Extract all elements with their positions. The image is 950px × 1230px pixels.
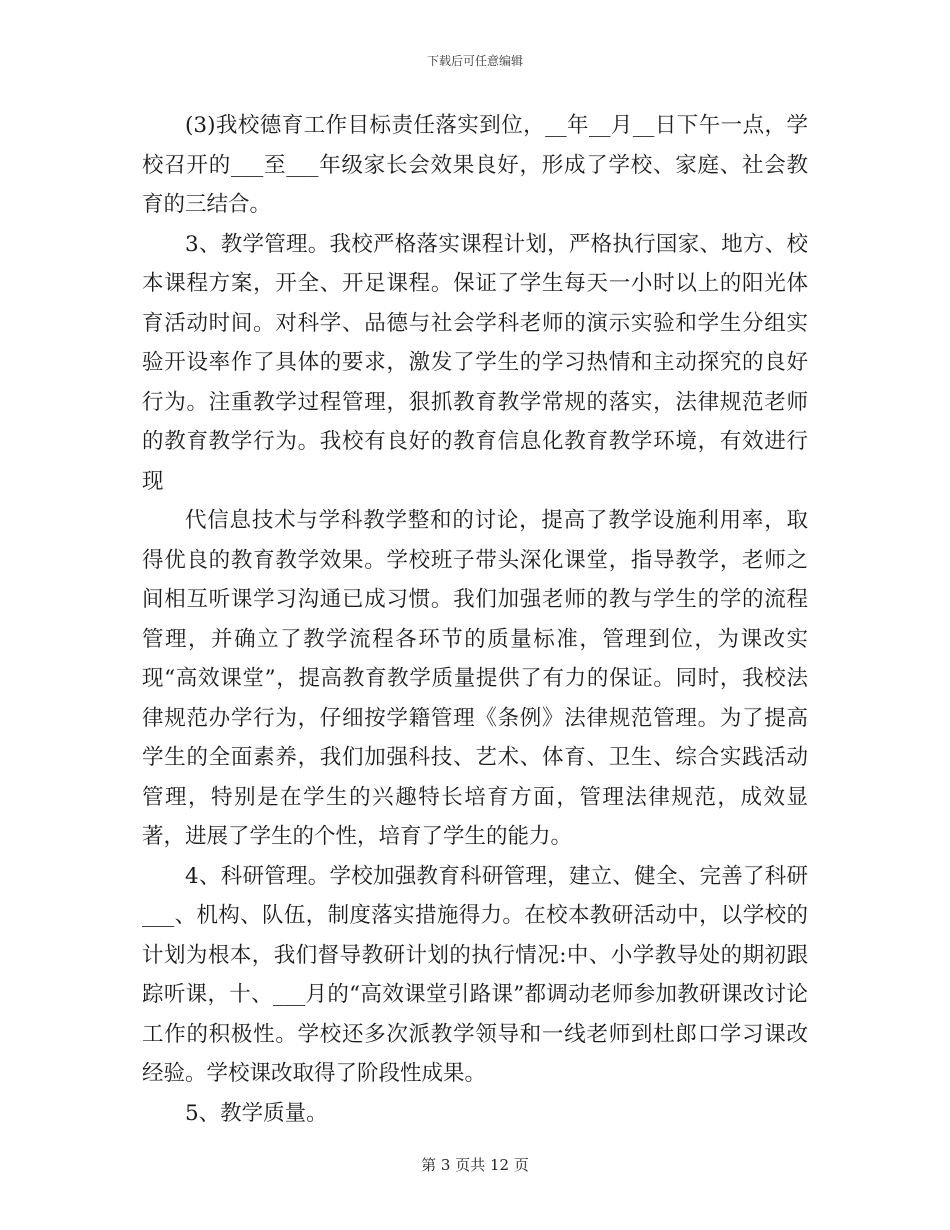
paragraph-teaching-management: 3、教学管理。我校严格落实课程计划，严格执行国家、地方、校本课程方案，开全、开足课程。保证了学生每天一小时以上的阳光体育活动时间。对科学、品德与社会学科老师的演示实验和学生分组实验开设率作了具体的要求，激发了学生的学习热情和主动探究的良好行为。注重教学过程管理，狠抓教育教学常规的落实，法律规范老师的教育教学行为。我校有良好的教育信息化教育教学环境，有效进行现 bbox=[142, 231, 808, 494]
paragraph-teaching-management-cont: 代信息技术与学科教学整和的讨论，提高了教学设施利用率，取得优良的教育教学效果。学校班子带头深化课堂，指导教学，老师之间相互听课学习沟通已成习惯。我们加强老师的教与学生的学的流程管理，并确立了教学流程各环节的质量标准，管理到位，为课改实现“高效课堂”，提高教育教学质量提供了有力的保证。同时，我校法律规范办学行为，仔细按学籍管理《条例》法律规范管理。为了提高学生的全面素养，我们加强科技、艺术、体育、卫生、综合实践活动管理，特别是在学生的兴趣特长培育方面，管理法律规范，成效显著，进展了学生的个性，培育了学生的能力。 bbox=[142, 508, 808, 849]
page-number: 第 3 页共 12 页 bbox=[421, 1156, 529, 1174]
document-body bbox=[142, 106, 808, 1133]
paragraph-research-management: 4、科研管理。学校加强教育科研管理，建立、健全、完善了科研___、机构、队伍，制度落实措施得力。在校本教研活动中，以学校的计划为根本，我们督导教研计划的执行情况:中、小学教导处的期初跟踪听课，十、___月的“高效课堂引路课”都调动老师参加教研课改讨论工作的积极性。学校还多次派教学领导和一线老师到杜郎口学习课改经验。学校课改取得了阶段性成果。 bbox=[142, 863, 808, 1086]
page-header: 下载后可任意编辑 bbox=[426, 54, 523, 68]
paragraph-teaching-quality: 5、教学质量。 bbox=[185, 1100, 328, 1126]
paragraph-moral-education: (3)我校德育工作目标责任落实到位，__年__月__日下午一点，学校召开的___至___年级家长会效果良好，形成了学校、家庭、社会教育的三结合。 bbox=[142, 113, 808, 217]
